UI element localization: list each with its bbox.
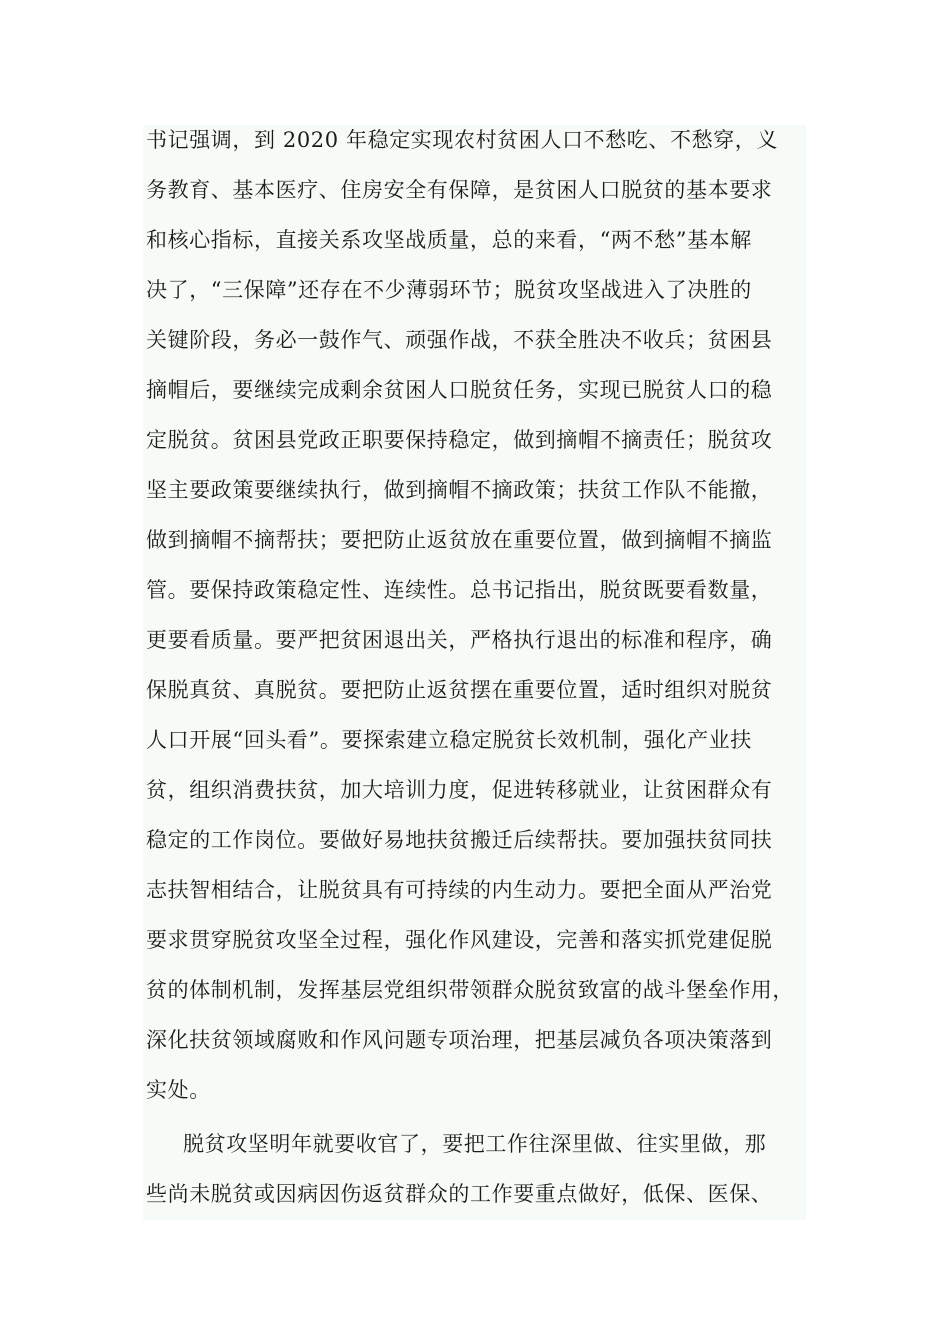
- text-line: 志扶智相结合，让脱贫具有可持续的内生动力。要把全面从严治党: [146, 878, 773, 902]
- text-line: 稳定的工作岗位。要做好易地扶贫搬迁后续帮扶。要加强扶贫同扶: [146, 828, 773, 852]
- text-line: 要求贯穿脱贫攻坚全过程，强化作风建设，完善和落实抓党建促脱: [146, 928, 773, 952]
- text-line: 管。要保持政策稳定性、连续性。总书记指出，脱贫既要看数量，: [146, 578, 773, 602]
- text-line: 决了，“三保障”还存在不少薄弱环节；脱贫攻坚战进入了决胜的: [146, 278, 752, 302]
- text-line: 贫的体制机制，发挥基层党组织带领群众脱贫致富的战斗堡垒作用，: [146, 978, 794, 1002]
- text-line: 贫，组织消费扶贫，加大培训力度，促进转移就业，让贫困群众有: [146, 778, 773, 802]
- text-line: 摘帽后，要继续完成剩余贫困人口脱贫任务，实现已脱贫人口的稳: [146, 378, 773, 402]
- document-text-block: [143, 125, 806, 1220]
- text-line: 深化扶贫领域腐败和作风问题专项治理，把基层减负各项决策落到: [146, 1028, 773, 1052]
- text-line: 坚主要政策要继续执行，做到摘帽不摘政策；扶贫工作队不能撤，: [146, 478, 773, 502]
- text-line: 务教育、基本医疗、住房安全有保障，是贫困人口脱贫的基本要求: [146, 178, 773, 202]
- text-line: 定脱贫。贫困县党政正职要保持稳定，做到摘帽不摘责任；脱贫攻: [146, 428, 773, 452]
- paragraph-first-line: 脱贫攻坚明年就要收官了，要把工作往深里做、往实里做，那: [183, 1132, 767, 1156]
- text-line: 些尚未脱贫或因病因伤返贫群众的工作要重点做好，低保、医保、: [146, 1182, 773, 1206]
- text-line: 关键阶段，务必一鼓作气、顽强作战，不获全胜决不收兵；贫困县: [146, 328, 773, 352]
- text-line: 人口开展“回头看”。要探索建立稳定脱贫长效机制，强化产业扶: [146, 728, 752, 752]
- text-line: 书记强调，到 2020 年稳定实现农村贫困人口不愁吃、不愁穿，义: [146, 128, 778, 152]
- text-line: 和核心指标，直接关系攻坚战质量，总的来看，“两不愁”基本解: [146, 228, 752, 252]
- text-line: 更要看质量。要严把贫困退出关，严格执行退出的标准和程序，确: [146, 628, 773, 652]
- text-line: 做到摘帽不摘帮扶；要把防止返贫放在重要位置，做到摘帽不摘监: [146, 528, 773, 552]
- text-line: 实处。: [146, 1078, 211, 1102]
- text-line: 保脱真贫、真脱贫。要把防止返贫摆在重要位置，适时组织对脱贫: [146, 678, 773, 702]
